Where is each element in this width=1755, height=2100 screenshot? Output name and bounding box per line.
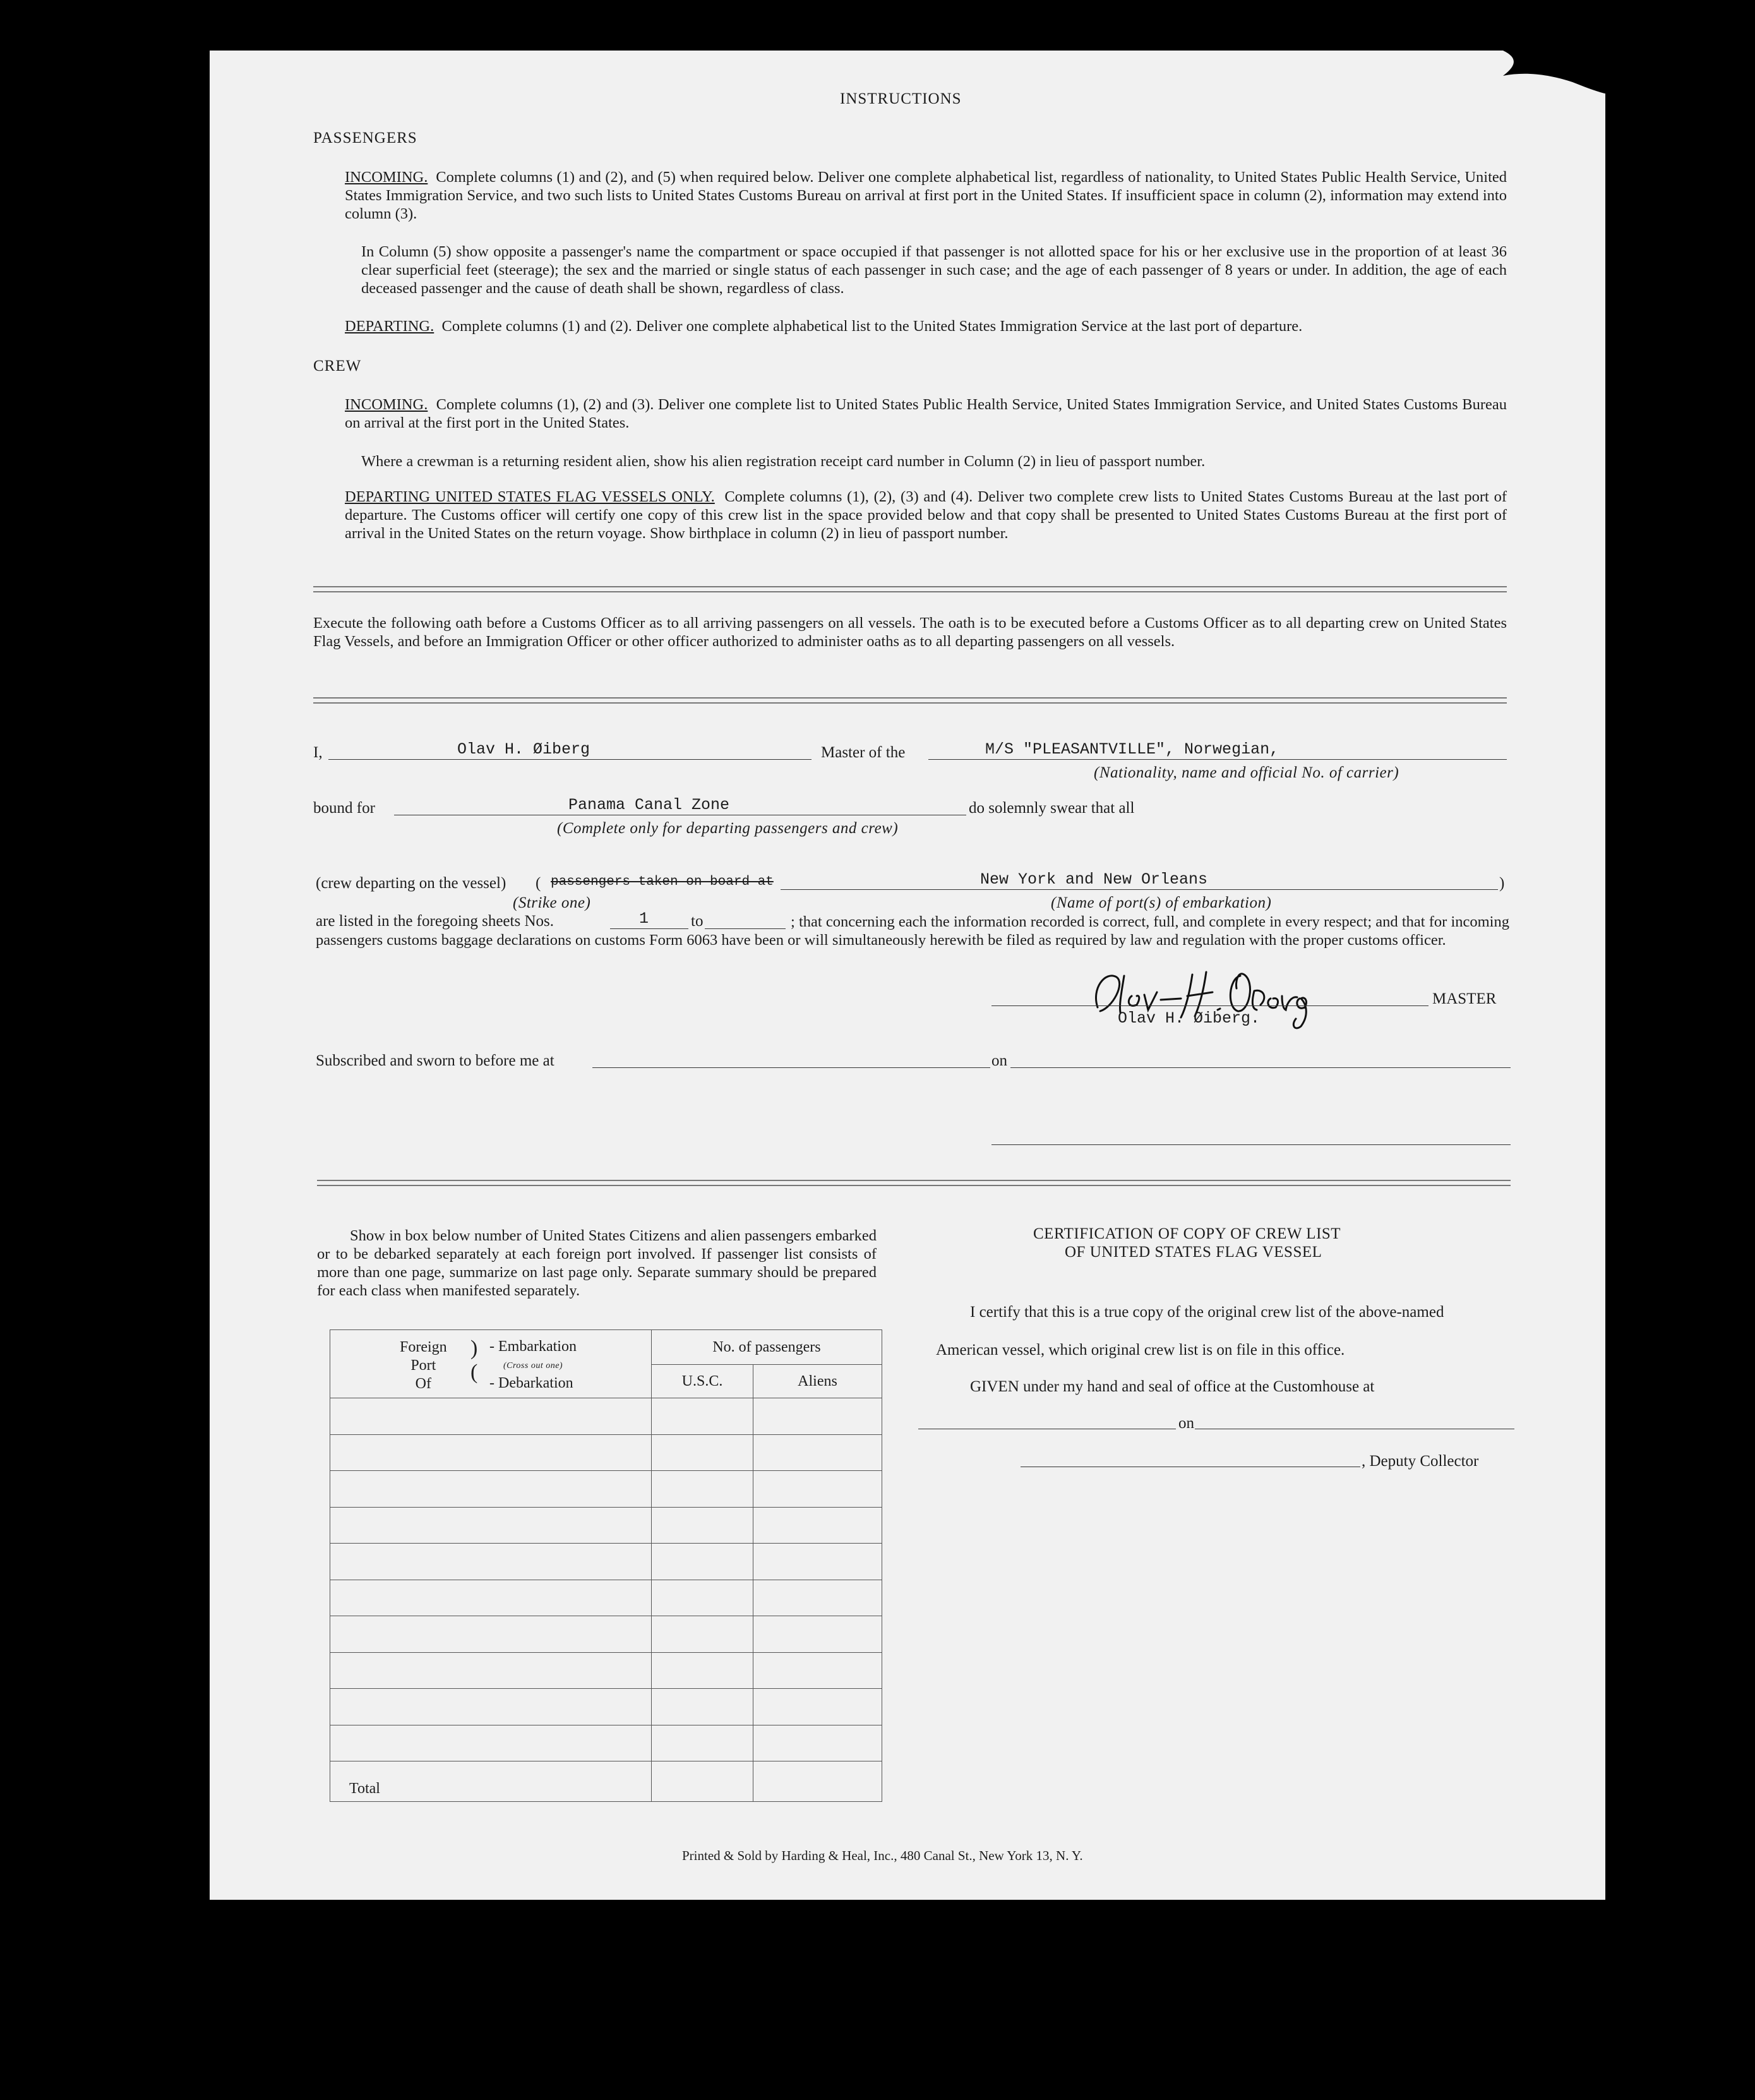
divider-rule-6 xyxy=(317,1185,1511,1186)
subscribed-label: Subscribed and sworn to before me at xyxy=(316,1052,554,1069)
sheet-from-field: 1 xyxy=(639,909,649,928)
oath-intro: Execute the following oath before a Customs Officer as to all arriving passengers on all vessels. The oath is to be executed before a Customs Officer as to all departing crew on United States Flag Vessels, and before an Immigration Officer or other officer authorized to administer oaths as to all departing passengers on all vessels. xyxy=(313,615,1507,650)
aliens-cell xyxy=(753,1689,882,1725)
passengers-column5: In Column (5) show opposite a passenger's name the compartment or space occupied if that passenger is not allotted space for his or her exclusive use in the proportion of at least 36 clear superficial feet (steerage); the sex and the married or single status of each passenger in such case; and the age of each passenger of 8 years or under. In addition, the age of each deceased passenger and the cause of death shall be shown, regardless of class. xyxy=(361,243,1507,297)
usc-cell xyxy=(652,1471,753,1508)
instructions-heading: INSTRUCTIONS xyxy=(840,90,962,107)
passengers-incoming-text: Complete columns (1) and (2), and (5) when required below. Deliver one complete alphabetical list, regardless of nationality, to United States Public Health Service, United States Immigration Service, and two such lists to United States Customs Bureau on arrival at first port in the United States. If insufficient space in column (2), information may extend into column (3). xyxy=(345,169,1507,222)
aliens-cell xyxy=(753,1544,882,1580)
usc-cell xyxy=(652,1616,753,1653)
usc-cell xyxy=(652,1689,753,1725)
vessel-field: M/S "PLEASANTVILLE", Norwegian, xyxy=(985,740,1279,759)
usc-cell xyxy=(652,1507,753,1544)
aliens-cell xyxy=(753,1434,882,1471)
embarkation-label: - Embarkation xyxy=(489,1338,577,1355)
table-row xyxy=(330,1725,882,1761)
passengers-departing xyxy=(345,317,1507,335)
ports-caption: (Name of port(s) of embarkation) xyxy=(1051,894,1272,911)
vessel-line xyxy=(928,759,1507,760)
divider-rule-4 xyxy=(313,702,1507,704)
divider-rule-1 xyxy=(313,586,1507,587)
table-row xyxy=(330,1652,882,1689)
passengers-title: PASSENGERS xyxy=(313,129,417,147)
passengers-incoming xyxy=(345,168,1507,223)
certification-title-2: OF UNITED STATES FLAG VESSEL xyxy=(1065,1244,1322,1261)
aliens-cell xyxy=(753,1471,882,1508)
sheets-text: ; that concerning each the information recorded is correct, full, and complete in every respect; and that for incoming passengers customs baggage declarations on customs Form 6063 have been or will simultaneously herewith be filed as required by law and regulation with the proper customs officer. xyxy=(316,913,1509,949)
summary-table xyxy=(330,1329,882,1802)
crew-incoming-text: Complete columns (1), (2) and (3). Deliver one complete list to United States Public Health Service, United States Immigration Service, and United States Customs Bureau on arrival at the first port in the United States. xyxy=(345,396,1507,431)
bound-for-field: Panama Canal Zone xyxy=(568,796,730,814)
crew-title: CREW xyxy=(313,357,362,375)
usc-cell xyxy=(652,1434,753,1471)
sheets-label: are listed in the foregoing sheets Nos. xyxy=(316,913,554,930)
crew-departing-text: Complete columns (1), (2), (3) and (4). Deliver two complete crew lists to United States Customs Bureau at the last port of departure. The Customs officer will certify one copy of this crew list in the space provided below and that copy shall be presented to United States Customs Bureau at the first port of arrival in the United States on the return voyage. Show birthplace in column (2) in lieu of passport number. xyxy=(345,488,1507,542)
certification-title-1: CERTIFICATION OF COPY OF CREW LIST xyxy=(1033,1225,1341,1242)
total-label: Total xyxy=(330,1761,652,1802)
crew-departing xyxy=(345,488,1507,543)
port-cell xyxy=(330,1544,652,1580)
table-row xyxy=(330,1434,882,1471)
cross-out-label: (Cross out one) xyxy=(503,1360,563,1371)
deputy-collector-label: , Deputy Collector xyxy=(1362,1453,1479,1470)
torn-corner xyxy=(1490,51,1610,107)
open-paren: ( xyxy=(536,875,541,892)
brace-top: ) xyxy=(470,1336,478,1360)
ports-field: New York and New Orleans xyxy=(980,870,1208,889)
master-name-line xyxy=(328,759,812,760)
port-cell xyxy=(330,1434,652,1471)
table-row xyxy=(330,1398,882,1435)
port-header-cell xyxy=(330,1330,652,1398)
crew-incoming xyxy=(345,395,1507,432)
no-passengers-header: No. of passengers xyxy=(652,1330,882,1365)
divider-rule-5 xyxy=(317,1180,1511,1181)
debarkation-label: - Debarkation xyxy=(489,1374,573,1391)
table-row xyxy=(330,1507,882,1544)
master-name-field: Olav H. Øiberg xyxy=(457,740,590,759)
swear-text: do solemnly swear that all xyxy=(969,800,1135,817)
table-row xyxy=(330,1471,882,1508)
table-row xyxy=(330,1689,882,1725)
usc-cell xyxy=(652,1725,753,1761)
total-aliens-cell xyxy=(753,1761,882,1802)
master-of-label: Master of the xyxy=(821,744,906,761)
certify-line-1: I certify that this is a true copy of the original crew list of the above-named xyxy=(970,1304,1444,1321)
brace-bottom: ( xyxy=(470,1360,478,1384)
subscribed-date-line xyxy=(1010,1067,1511,1068)
port-cell xyxy=(330,1652,652,1689)
port-cell xyxy=(330,1471,652,1508)
aliens-cell xyxy=(753,1616,882,1653)
table-row xyxy=(330,1544,882,1580)
passengers-departing-text: Complete columns (1) and (2). Deliver one complete alphabetical list to the United States Immigration Service at the last port of departure. xyxy=(441,318,1303,335)
crew-departing-label: DEPARTING UNITED STATES FLAG VESSELS ONLY. xyxy=(345,488,715,505)
table-row xyxy=(330,1616,882,1653)
total-usc-cell xyxy=(652,1761,753,1802)
printer-footer: Printed & Sold by Harding & Heal, Inc., 480 Canal St., New York 13, N. Y. xyxy=(682,1848,1083,1863)
aliens-cell xyxy=(753,1507,882,1544)
aliens-header: Aliens xyxy=(753,1365,882,1398)
subscribed-place-line xyxy=(592,1067,990,1068)
usc-cell xyxy=(652,1652,753,1689)
aliens-cell xyxy=(753,1652,882,1689)
summary-instructions: Show in box below number of United States Citizens and alien passengers embarked or to be debarked separately at each foreign port involved. If passenger list consists of more than one page, summarize on last page only. Separate summary should be prepared for each class when manifested separately. xyxy=(317,1227,877,1299)
aliens-cell xyxy=(753,1398,882,1435)
certify-line-2: American vessel, which original crew list is on file in this office. xyxy=(936,1341,1345,1359)
port-cell xyxy=(330,1398,652,1435)
total-row xyxy=(330,1761,882,1802)
port-cell xyxy=(330,1507,652,1544)
bound-for-label: bound for xyxy=(313,800,375,817)
aliens-cell xyxy=(753,1580,882,1616)
port-label: Port xyxy=(410,1357,436,1374)
passengers-departing-label: DEPARTING. xyxy=(345,318,434,335)
divider-rule-3 xyxy=(313,697,1507,699)
struck-option: passengers taken on board at xyxy=(551,875,774,889)
certification-on-label: on xyxy=(1178,1415,1194,1432)
port-cell xyxy=(330,1616,652,1653)
bound-caption: (Complete only for departing passengers and crew) xyxy=(557,820,899,837)
oath-i-label: I, xyxy=(313,744,323,761)
usc-cell xyxy=(652,1580,753,1616)
usc-header: U.S.C. xyxy=(652,1365,753,1398)
master-signature-line xyxy=(991,1005,1429,1006)
to-label: to xyxy=(691,913,704,930)
crew-incoming-label: INCOMING. xyxy=(345,396,428,413)
port-cell xyxy=(330,1689,652,1725)
ports-line xyxy=(781,889,1498,890)
given-text: GIVEN under my hand and seal of office at the Customhouse at xyxy=(970,1378,1375,1395)
port-cell xyxy=(330,1580,652,1616)
subscribed-on-label: on xyxy=(991,1052,1007,1069)
close-paren: ) xyxy=(1499,875,1505,892)
officer-signature-line xyxy=(991,1144,1511,1145)
passengers-incoming-label: INCOMING. xyxy=(345,169,428,186)
master-label: MASTER xyxy=(1432,990,1497,1007)
usc-cell xyxy=(652,1398,753,1435)
crew-departing-label: (crew departing on the vessel) xyxy=(316,875,506,892)
table-row xyxy=(330,1580,882,1616)
aliens-cell xyxy=(753,1725,882,1761)
typed-signature: Olav H. Øiberg. xyxy=(1118,1009,1261,1028)
crew-resident: Where a crewman is a returning resident alien, show his alien registration receipt card number in Column (2) in lieu of passport number. xyxy=(361,453,1206,470)
vessel-caption: (Nationality, name and official No. of carrier) xyxy=(1094,764,1399,781)
divider-rule-2 xyxy=(313,591,1507,592)
usc-cell xyxy=(652,1544,753,1580)
port-cell xyxy=(330,1725,652,1761)
of-label: Of xyxy=(415,1375,431,1392)
strike-caption: (Strike one) xyxy=(513,894,591,911)
foreign-label: Foreign xyxy=(400,1338,447,1355)
